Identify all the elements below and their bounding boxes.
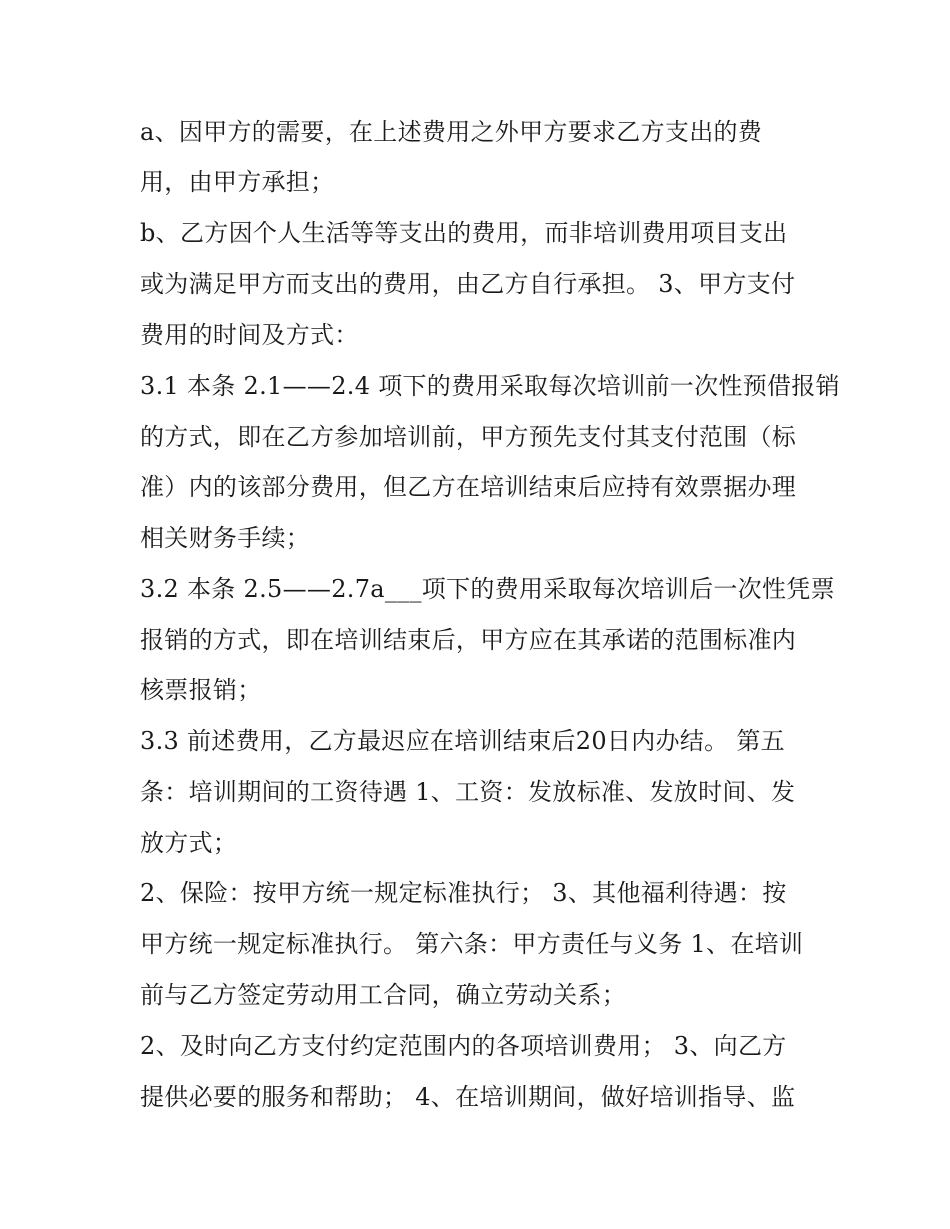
- text-line: a、因甲方的需要，在上述费用之外甲方要求乙方支出的费: [140, 118, 763, 146]
- text-line: 或为满足甲方而支出的费用，由乙方自行承担。 3、甲方支付: [140, 270, 796, 298]
- text-line: 条：培训期间的工资待遇 1、工资：发放标准、发放时间、发: [140, 778, 796, 806]
- text-line: 核票报销；: [140, 676, 262, 704]
- text-line: 报销的方式，即在培训结束后，甲方应在其承诺的范围标准内: [140, 626, 797, 654]
- text-line: 前与乙方签定劳动用工合同，确立劳动关系；: [140, 981, 626, 1009]
- text-line: 3.2 本条 2.5——2.7a___项下的费用采取每次培训后一次性凭票: [140, 575, 835, 603]
- text-line: 2、及时向乙方支付约定范围内的各项培训费用； 3、向乙方: [140, 1032, 787, 1060]
- text-line: 甲方统一规定标准执行。 第六条：甲方责任与义务 1、在培训: [140, 930, 804, 958]
- text-line: 3.3 前述费用，乙方最迟应在培训结束后20日内办结。 第五: [140, 727, 785, 755]
- text-line: 放方式；: [140, 829, 238, 857]
- text-line: 3.1 本条 2.1——2.4 项下的费用采取每次培训前一次性预借报销: [140, 372, 840, 400]
- text-line: 提供必要的服务和帮助； 4、在培训期间，做好培训指导、监: [140, 1083, 796, 1111]
- text-line: 的方式，即在乙方参加培训前，甲方预先支付其支付范围（标: [140, 423, 797, 451]
- text-line: b、乙方因个人生活等等支出的费用，而非培训费用项目支出: [140, 219, 788, 247]
- text-line: 2、保险：按甲方统一规定标准执行； 3、其他福利待遇：按: [140, 879, 787, 907]
- text-line: 准）内的该部分费用，但乙方在培训结束后应持有效票据办理: [140, 473, 797, 501]
- text-line: 费用的时间及方式：: [140, 321, 359, 349]
- text-line: 相关财务手续；: [140, 524, 311, 552]
- text-line: 用，由甲方承担；: [140, 168, 335, 196]
